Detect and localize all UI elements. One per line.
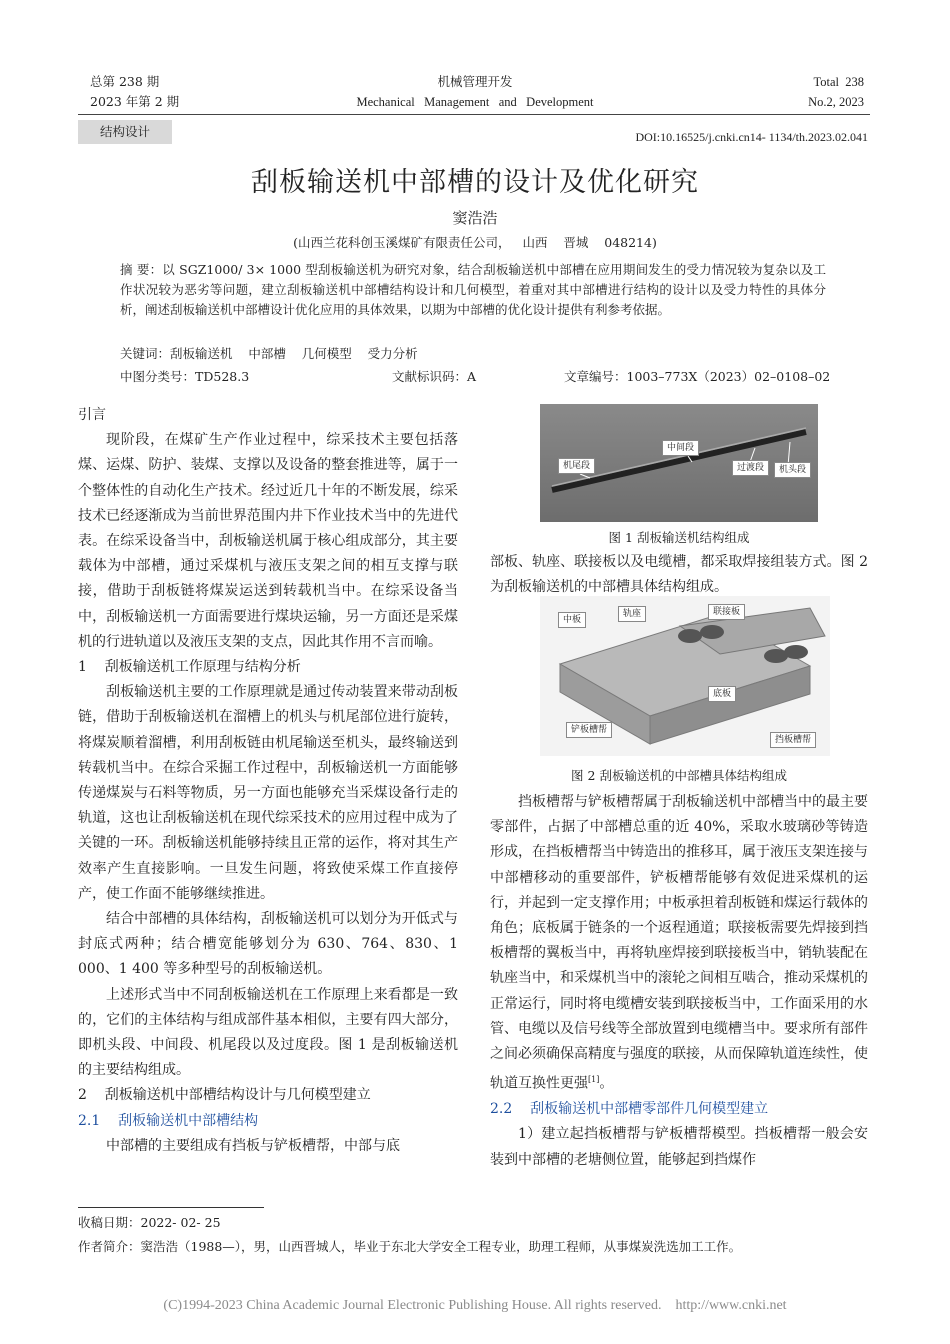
label-baffle-side: 挡板槽帮 [770, 732, 816, 748]
author: 窦浩浩 [452, 209, 498, 227]
footnote-rule [78, 1207, 264, 1208]
label-head-section: 机头段 [774, 462, 811, 478]
document-code: 文献标识码：A [392, 369, 477, 384]
journal-name-cn: 机械管理开发 [437, 74, 513, 89]
section-2-1-heading: 2.1 刮板输送机中部槽结构 [78, 1112, 259, 1129]
intro-paragraph: 现阶段，在煤矿生产作业过程中，综采技术主要包括落煤、运煤、防护、装煤、支撑以及设备的整套推进等，属于一个整体性的自动化生产技术。经过近几十年的不断发展，综采技术已经逐渐成为当前世界范围内井下作业技术当中的先进代表。在综采设备当中，刮板输送机属于核心组成部分，其主要载体为中部槽，通过采煤机与液压支架之间的相互支撑与联接，借助于刮板链将煤炭运送到转载机当中。在综采设备当中，刮板输送机一方面需要进行煤块运输，另一方面还是采煤机的行进轨道以及液压支架的支点，因此其作用不言而喻。 [78, 432, 458, 650]
section-tag: 结构设计 [78, 120, 172, 144]
figure-2-image [540, 596, 830, 756]
right-column-top [490, 550, 868, 600]
right-paragraph-components-text: 挡板槽帮与铲板槽帮属于刮板输送机中部槽当中的最主要零部件，占据了中部槽总重的近 40%，采取水玻璃砂等铸造形成，在挡板槽帮当中铸造出的推移耳，属于液压支架连接与中部槽移动的重要部件，铲板槽帮能够有效促进采煤机的运行，并起到一定支撑作用；中板承担着刮板链和煤运行载体的角色；底板属于链条的一个返程通道；联接板需要先焊接到挡板槽帮的翼板当中，再将轨座焊接到联接板当中，销轨装配在轨座当中，和采煤机当中的滚轮之间相互啮合，推动采煤机的正常运行，同时将电缆槽安装到联接板当中，工作面采用的水管、电缆以及信号线等全部放置到电缆槽当中。要求所有部件之间必须确保高精度与强度的联接，从而保障轨道连续性，使轨道互换性更强 [490, 794, 868, 1092]
issue-info [90, 72, 179, 112]
section-1-paragraph-1: 刮板输送机主要的工作原理就是通过传动装置来带动刮板链，借助于刮板输送机在溜槽上的机头与机尾部位进行旋转，将煤炭顺着溜槽，利用刮板链由机尾输送至机头，最终输送到转载机当中。在综合采掘工作过程中，刮板输送机一方面能够传递煤炭与石料等物质，另一方面也能够充当采煤设备行走的轨道，这也让刮板输送机在现代综采技术的应用过程中成为了关键的一环。刮板输送机能够持续且正常的运作，将对其生产效率产生直接影响。一旦发生问题，将致使采煤工作直接停产，使工作面不能够继续推进。 [78, 684, 458, 902]
issue-total-en: Total 238 [813, 75, 864, 89]
issue-info-en [808, 72, 864, 112]
issue-total: 总第 238 期 [90, 74, 160, 89]
doi: DOI:10.16525/j.cnki.cn14- 1134/th.2023.02.041 [635, 130, 868, 144]
journal-name [275, 72, 675, 112]
clc-number: 中图分类号：TD528.3 [120, 369, 250, 384]
section-2-1-paragraph: 中部槽的主要组成有挡板与铲板槽帮，中部与底 [106, 1137, 400, 1154]
label-middle-section: 中间段 [662, 440, 699, 456]
conveyor-rail [552, 428, 806, 486]
left-column [78, 403, 458, 1159]
copyright-notice: (C)1994-2023 China Academic Journal Electronic Publishing House. All rights reserved. http://www.cnki.net [163, 1298, 787, 1313]
keywords: 关键词：刮板输送机 中部槽 几何模型 受力分析 [120, 346, 418, 361]
section-2-heading: 2 刮板输送机中部槽结构设计与几何模型建立 [78, 1087, 371, 1104]
issue-number-en: No.2, 2023 [808, 95, 864, 109]
label-middle-plate: 中板 [558, 612, 586, 628]
section-1-paragraph-3: 上述形式当中不同刮板输送机在工作原理上来看都是一致的，它们的主体结构与组成部件基本相似，主要有四大部分，即机头段、中间段、机尾段以及过度段。图 1 是刮板输送机的主要结构组成。 [78, 986, 458, 1079]
label-transition-section: 过渡段 [732, 460, 769, 476]
section-1-heading: 1 刮板输送机工作原理与结构分析 [78, 659, 301, 676]
intro-heading: 引言 [78, 407, 106, 423]
right-column-bottom [490, 790, 868, 1173]
citation-ref: [1] [588, 1075, 600, 1085]
author-bio: 作者简介：窦浩浩（1988—），男，山西晋城人，毕业于东北大学安全工程专业，助理工程师，从事煤炭洗选加工工作。 [78, 1239, 742, 1254]
section-2-2-paragraph: 1）建立起挡板槽帮与铲板槽帮模型。挡板槽帮一般会安装到中部槽的老塘侧位置，能够起到挡煤作 [490, 1126, 868, 1168]
label-shovel-side: 铲板槽帮 [566, 722, 612, 738]
right-paragraph-components [490, 790, 868, 1097]
section-2-2-heading: 2.2 刮板输送机中部槽零部件几何模型建立 [490, 1101, 769, 1118]
label-leader-tail [580, 474, 590, 478]
rail-seat-2 [700, 625, 724, 639]
section-1-paragraph-2: 结合中部槽的具体结构，刮板输送机可以划分为开低式与封底式两种；结合槽宽能够划分为 630、764、830、1 000、1 400 等多种型号的刮板输送机。 [78, 911, 458, 978]
article-number: 文章编号：1003–773X（2023）02–0108–02 [564, 369, 831, 384]
label-connecting-plate: 联接板 [708, 604, 745, 620]
journal-name-en: Mechanical Management and Development [356, 95, 594, 109]
figure-1-caption: 图 1 刮板输送机结构组成 [608, 530, 750, 545]
figure-1-image [540, 404, 818, 522]
right-paragraph-continued: 部板、轨座、联接板以及电缆槽，都采取焊接组装方式。图 2 为刮板输送机的中部槽具体结构组成。 [490, 554, 868, 596]
rail-seat-4 [784, 645, 808, 659]
figure-2-caption: 图 2 刮板输送机的中部槽具体结构组成 [571, 768, 787, 783]
received-date: 收稿日期：2022- 02- 25 [78, 1215, 221, 1230]
right-paragraph-components-end: 。 [599, 1075, 614, 1092]
label-tail-section: 机尾段 [558, 458, 595, 474]
rail-seat-1 [678, 629, 702, 643]
issue-year: 2023 年第 2 期 [90, 94, 180, 109]
label-bottom-plate: 底板 [708, 686, 736, 702]
paper-title: 刮板输送机中部槽的设计及优化研究 [251, 167, 699, 198]
affiliation: (山西兰花科创玉溪煤矿有限责任公司， 山西 晋城 048214) [293, 235, 657, 250]
header-rule [78, 114, 870, 115]
label-rail-seat: 轨座 [618, 606, 646, 622]
abstract: 摘 要：以 SGZ1000/ 3× 1000 型刮板输送机为研究对象，结合刮板输送机中部槽在应用期间发生的受力情况较为复杂以及工作状况较为恶劣等问题，建立刮板输送机中部槽结构设计和几何模型，着重对其中部槽进行结构的设计以及受力特性的具体分析，阐述刮板输送机中部槽设计优化应用的具体效果，以期为中部槽的优化设计提供有利参考依据。 [120, 262, 826, 317]
